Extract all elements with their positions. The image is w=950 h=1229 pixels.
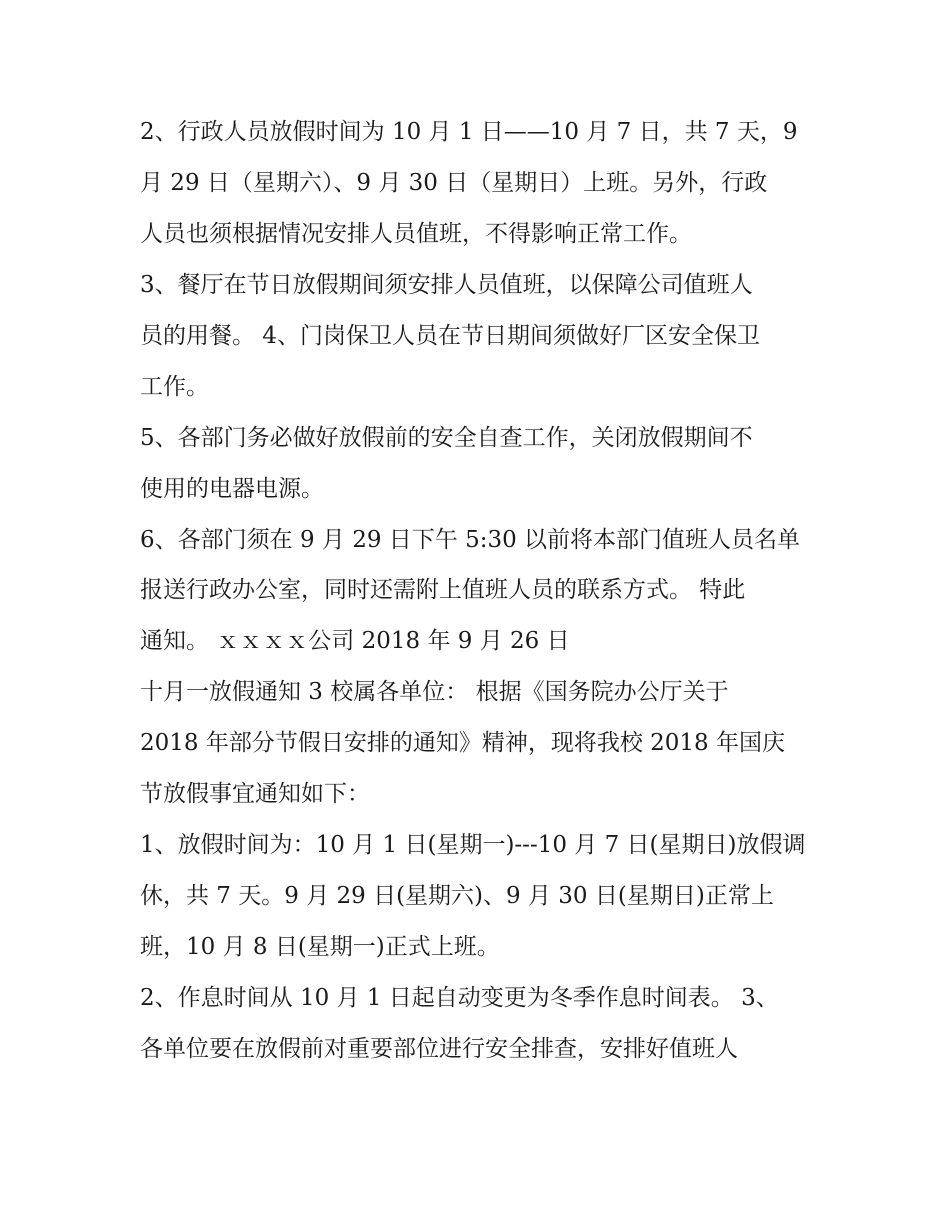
- text-line: 2、行政人员放假时间为 10 月 1 日——10 月 7 日，共 7 天，9: [140, 119, 798, 145]
- text-line: 十月一放假通知 3 校属各单位： 根据《国务院办公厅关于: [140, 679, 729, 706]
- text-line: 2018 年部分节假日安排的通知》精神，现将我校 2018 年国庆: [140, 730, 785, 757]
- text-line: 6、各部门须在 9 月 29 日下午 5:30 以前将本部门值班人员名单: [140, 526, 801, 553]
- text-line: 班，10 月 8 日(星期一)正式上班。: [140, 934, 500, 960]
- text-line: 3、餐厅在节日放假期间须安排人员值班，以保障公司值班人: [140, 271, 753, 298]
- text-line: 人员也须根据情况安排人员值班，不得影响正常工作。: [140, 220, 692, 247]
- text-line: 通知。 ｘｘｘｘ公司 2018 年 9 月 26 日: [140, 628, 570, 655]
- text-line: 员的用餐。 4、门岗保卫人员在节日期间须做好厂区安全保卫: [140, 322, 760, 349]
- text-line: 2、作息时间从 10 月 1 日起自动变更为冬季作息时间表。 3、: [140, 984, 779, 1011]
- text-line: 工作。: [140, 373, 209, 400]
- document-body: [140, 107, 820, 1075]
- text-line: 休，共 7 天。9 月 29 日(星期六)、9 月 30 日(星期日)正常上: [140, 883, 774, 910]
- text-line: 5、各部门务必做好放假前的安全自查工作，关闭放假期间不: [140, 424, 753, 451]
- text-line: 1、放假时间为：10 月 1 日(星期一)---10 月 7 日(星期日)放假调: [140, 832, 806, 859]
- text-line: 节放假事宜通知如下：: [140, 781, 370, 808]
- text-line: 报送行政办公室，同时还需附上值班人员的联系方式。 特此: [140, 577, 746, 604]
- text-line: 月 29 日（星期六）、9 月 30 日（星期日）上班。另外，行政: [140, 169, 768, 196]
- text-line: 各单位要在放假前对重要部位进行安全排查，安排好值班人: [140, 1035, 738, 1062]
- text-line: 使用的电器电源。: [140, 475, 324, 502]
